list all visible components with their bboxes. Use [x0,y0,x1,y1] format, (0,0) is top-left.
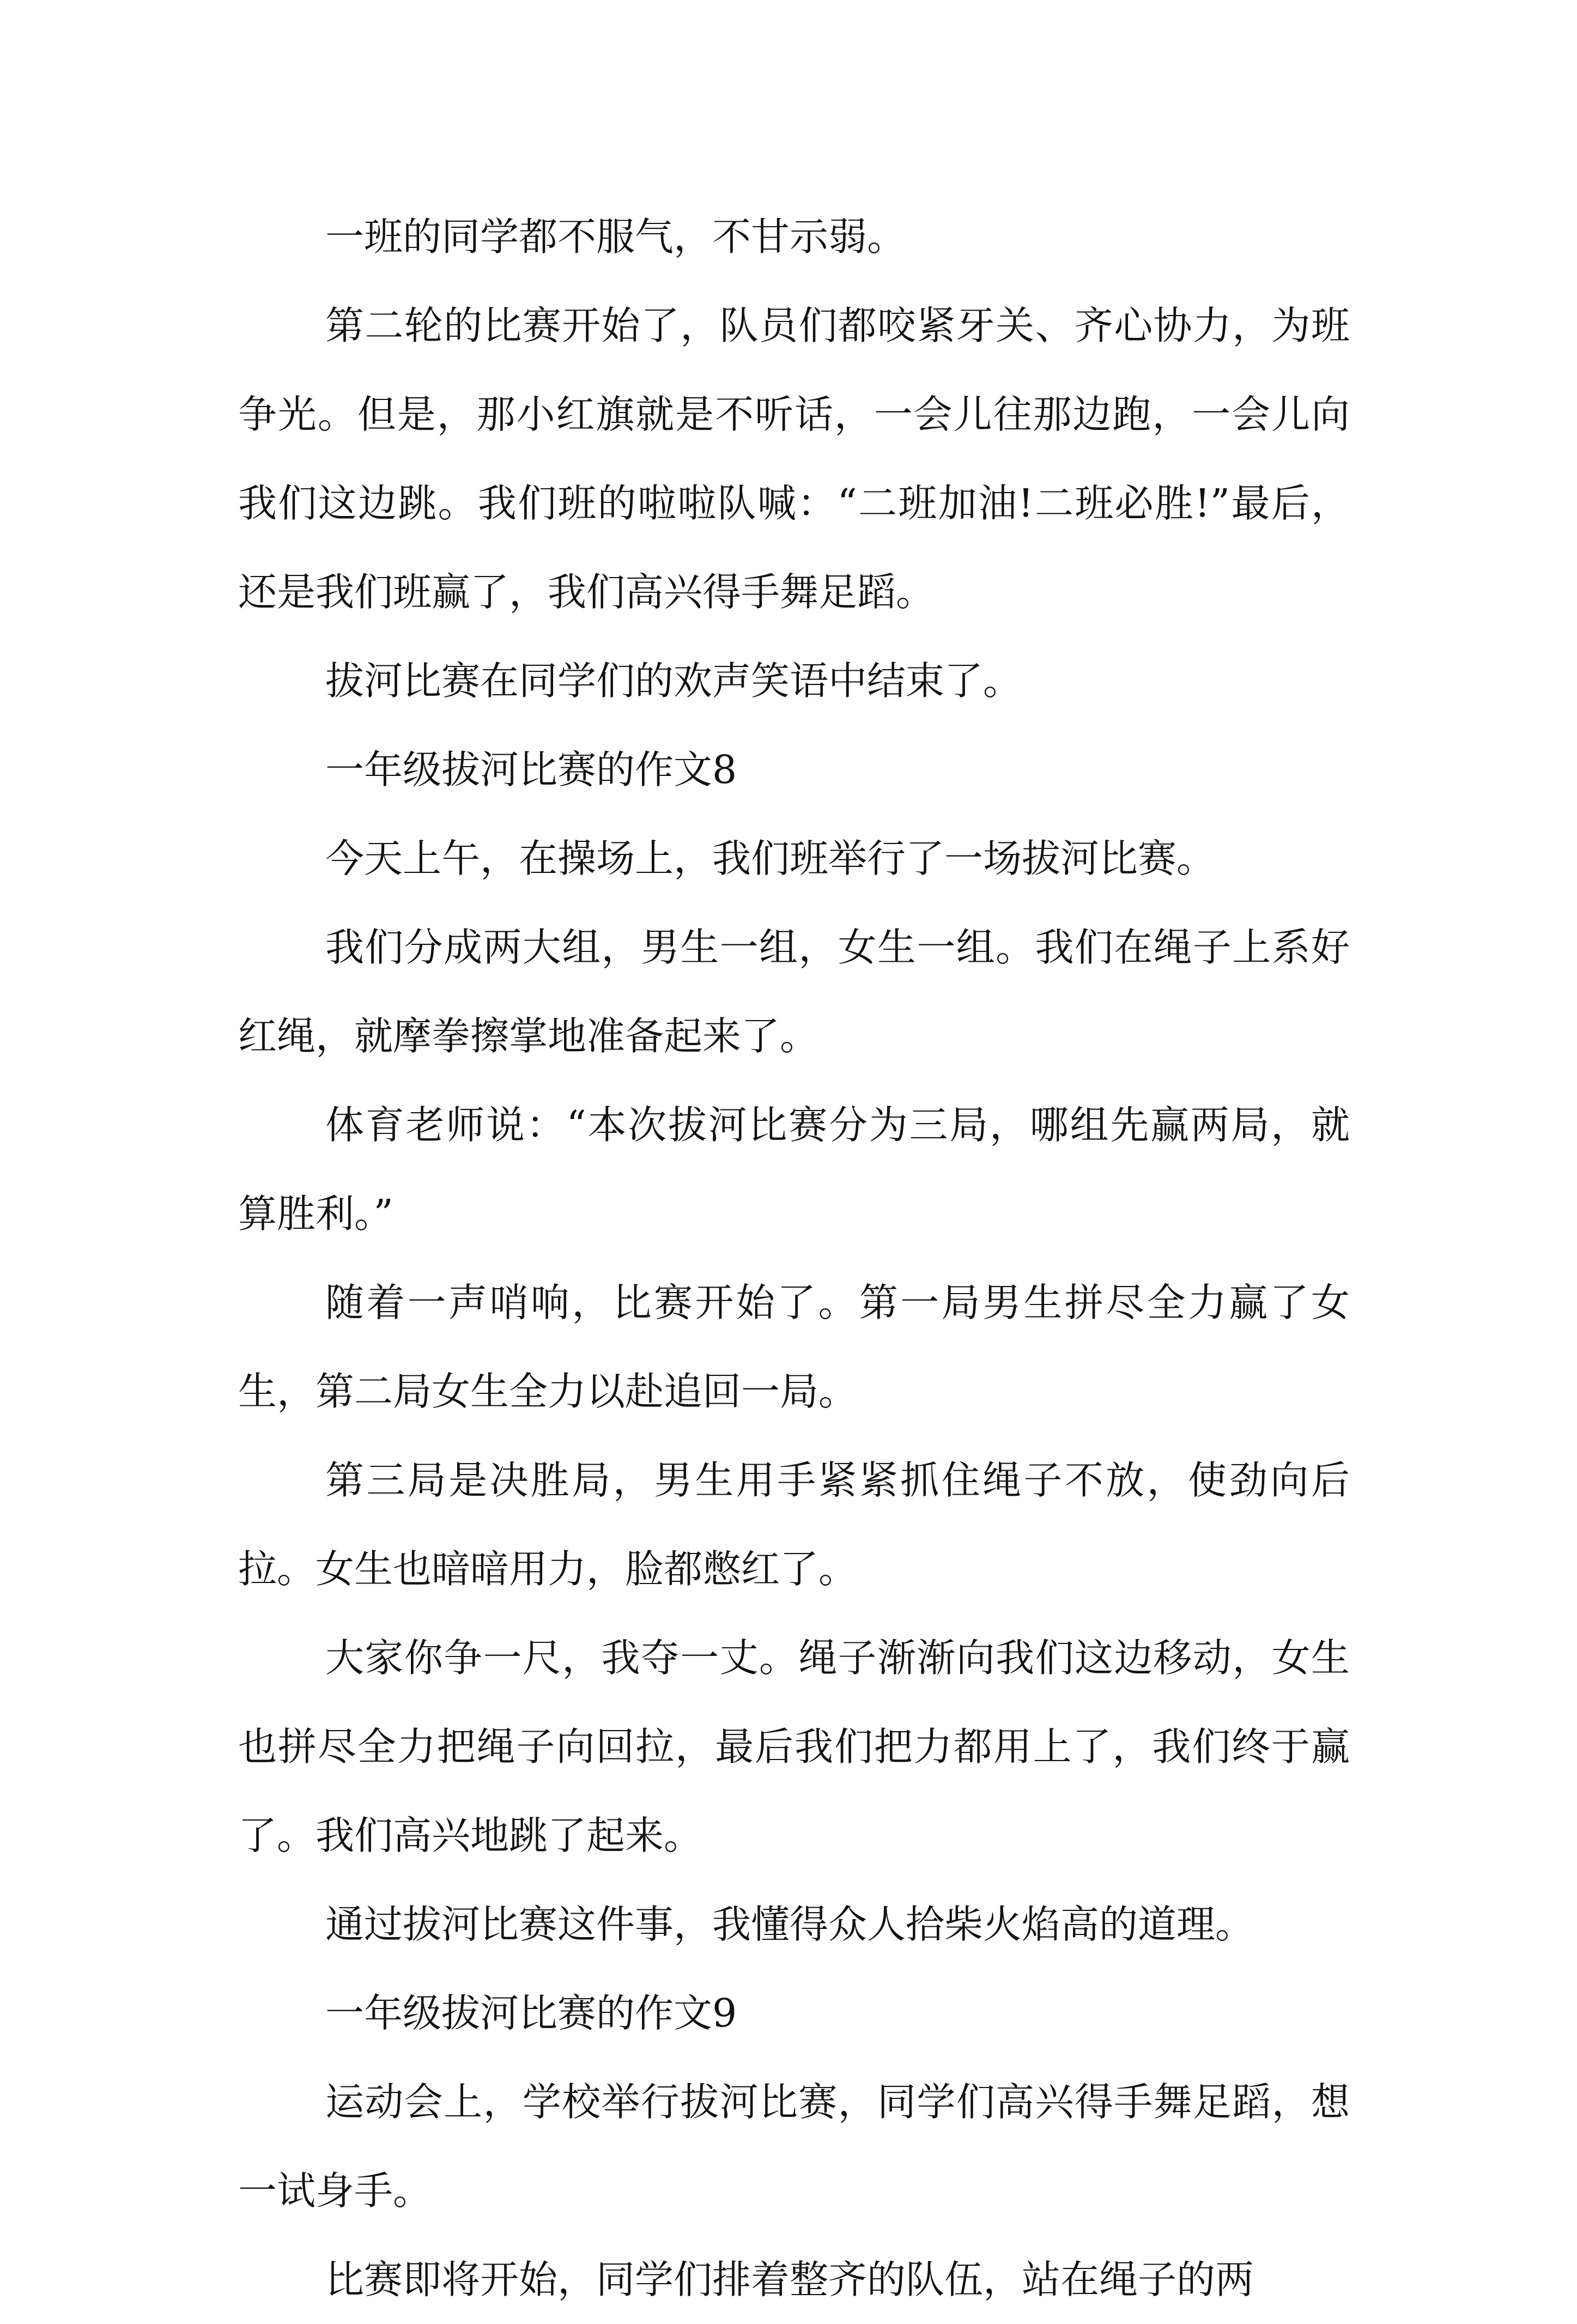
paragraph-7: 随着一声哨响，比赛开始了。第一局男生拼尽全力赢了女生，第二局女生全力以赴追回一局。 [238,1280,1350,1414]
paragraph-4: 今天上午，在操场上，我们班举行了一场拔河比赛。 [325,836,1216,881]
paragraph-5: 我们分成两大组，男生一组，女生一组。我们在绳子上系好红绳，就摩拳擦掌地准备起来了。 [238,925,1350,1059]
paragraph-6: 体育老师说：“本次拔河比赛分为三局，哪组先赢两局，就算胜利。” [238,1102,1350,1236]
paragraph-12: 比赛即将开始，同学们排着整齐的队伍，站在绳子的两 [325,2257,1254,2302]
paragraph-2: 第二轮的比赛开始了，队员们都咬紧牙关、齐心协力，为班争光。但是，那小红旗就是不听话，一会儿往那边跑，一会儿向我们这边跳。我们班的啦啦队喊：“二班加油!二班必胜!”最后，还是我们班赢了，我们高兴得手舞足蹈。 [238,303,1350,615]
section-heading-8: 一年级拔河比赛的作文8 [325,747,737,792]
paragraph-3: 拔河比赛在同学们的欢声笑语中结束了。 [325,658,1022,703]
paragraph-8: 第三局是决胜局，男生用手紧紧抓住绳子不放，使劲向后拉。女生也暗暗用力，脸都憋红了。 [238,1458,1350,1592]
paragraph-11: 运动会上，学校举行拔河比赛，同学们高兴得手舞足蹈，想一试身手。 [238,2079,1350,2213]
paragraph-10: 通过拔河比赛这件事，我懂得众人拾柴火焰高的道理。 [325,1902,1254,1947]
paragraph-9: 大家你争一尺，我夺一丈。绳子渐渐向我们这边移动，女生也拼尽全力把绳子向回拉，最后我们把力都用上了，我们终于赢了。我们高兴地跳了起来。 [238,1635,1350,1858]
paragraph-1: 一班的同学都不服气，不甘示弱。 [325,214,906,259]
document-body [238,192,1350,2324]
section-heading-9: 一年级拔河比赛的作文9 [325,1991,737,2036]
